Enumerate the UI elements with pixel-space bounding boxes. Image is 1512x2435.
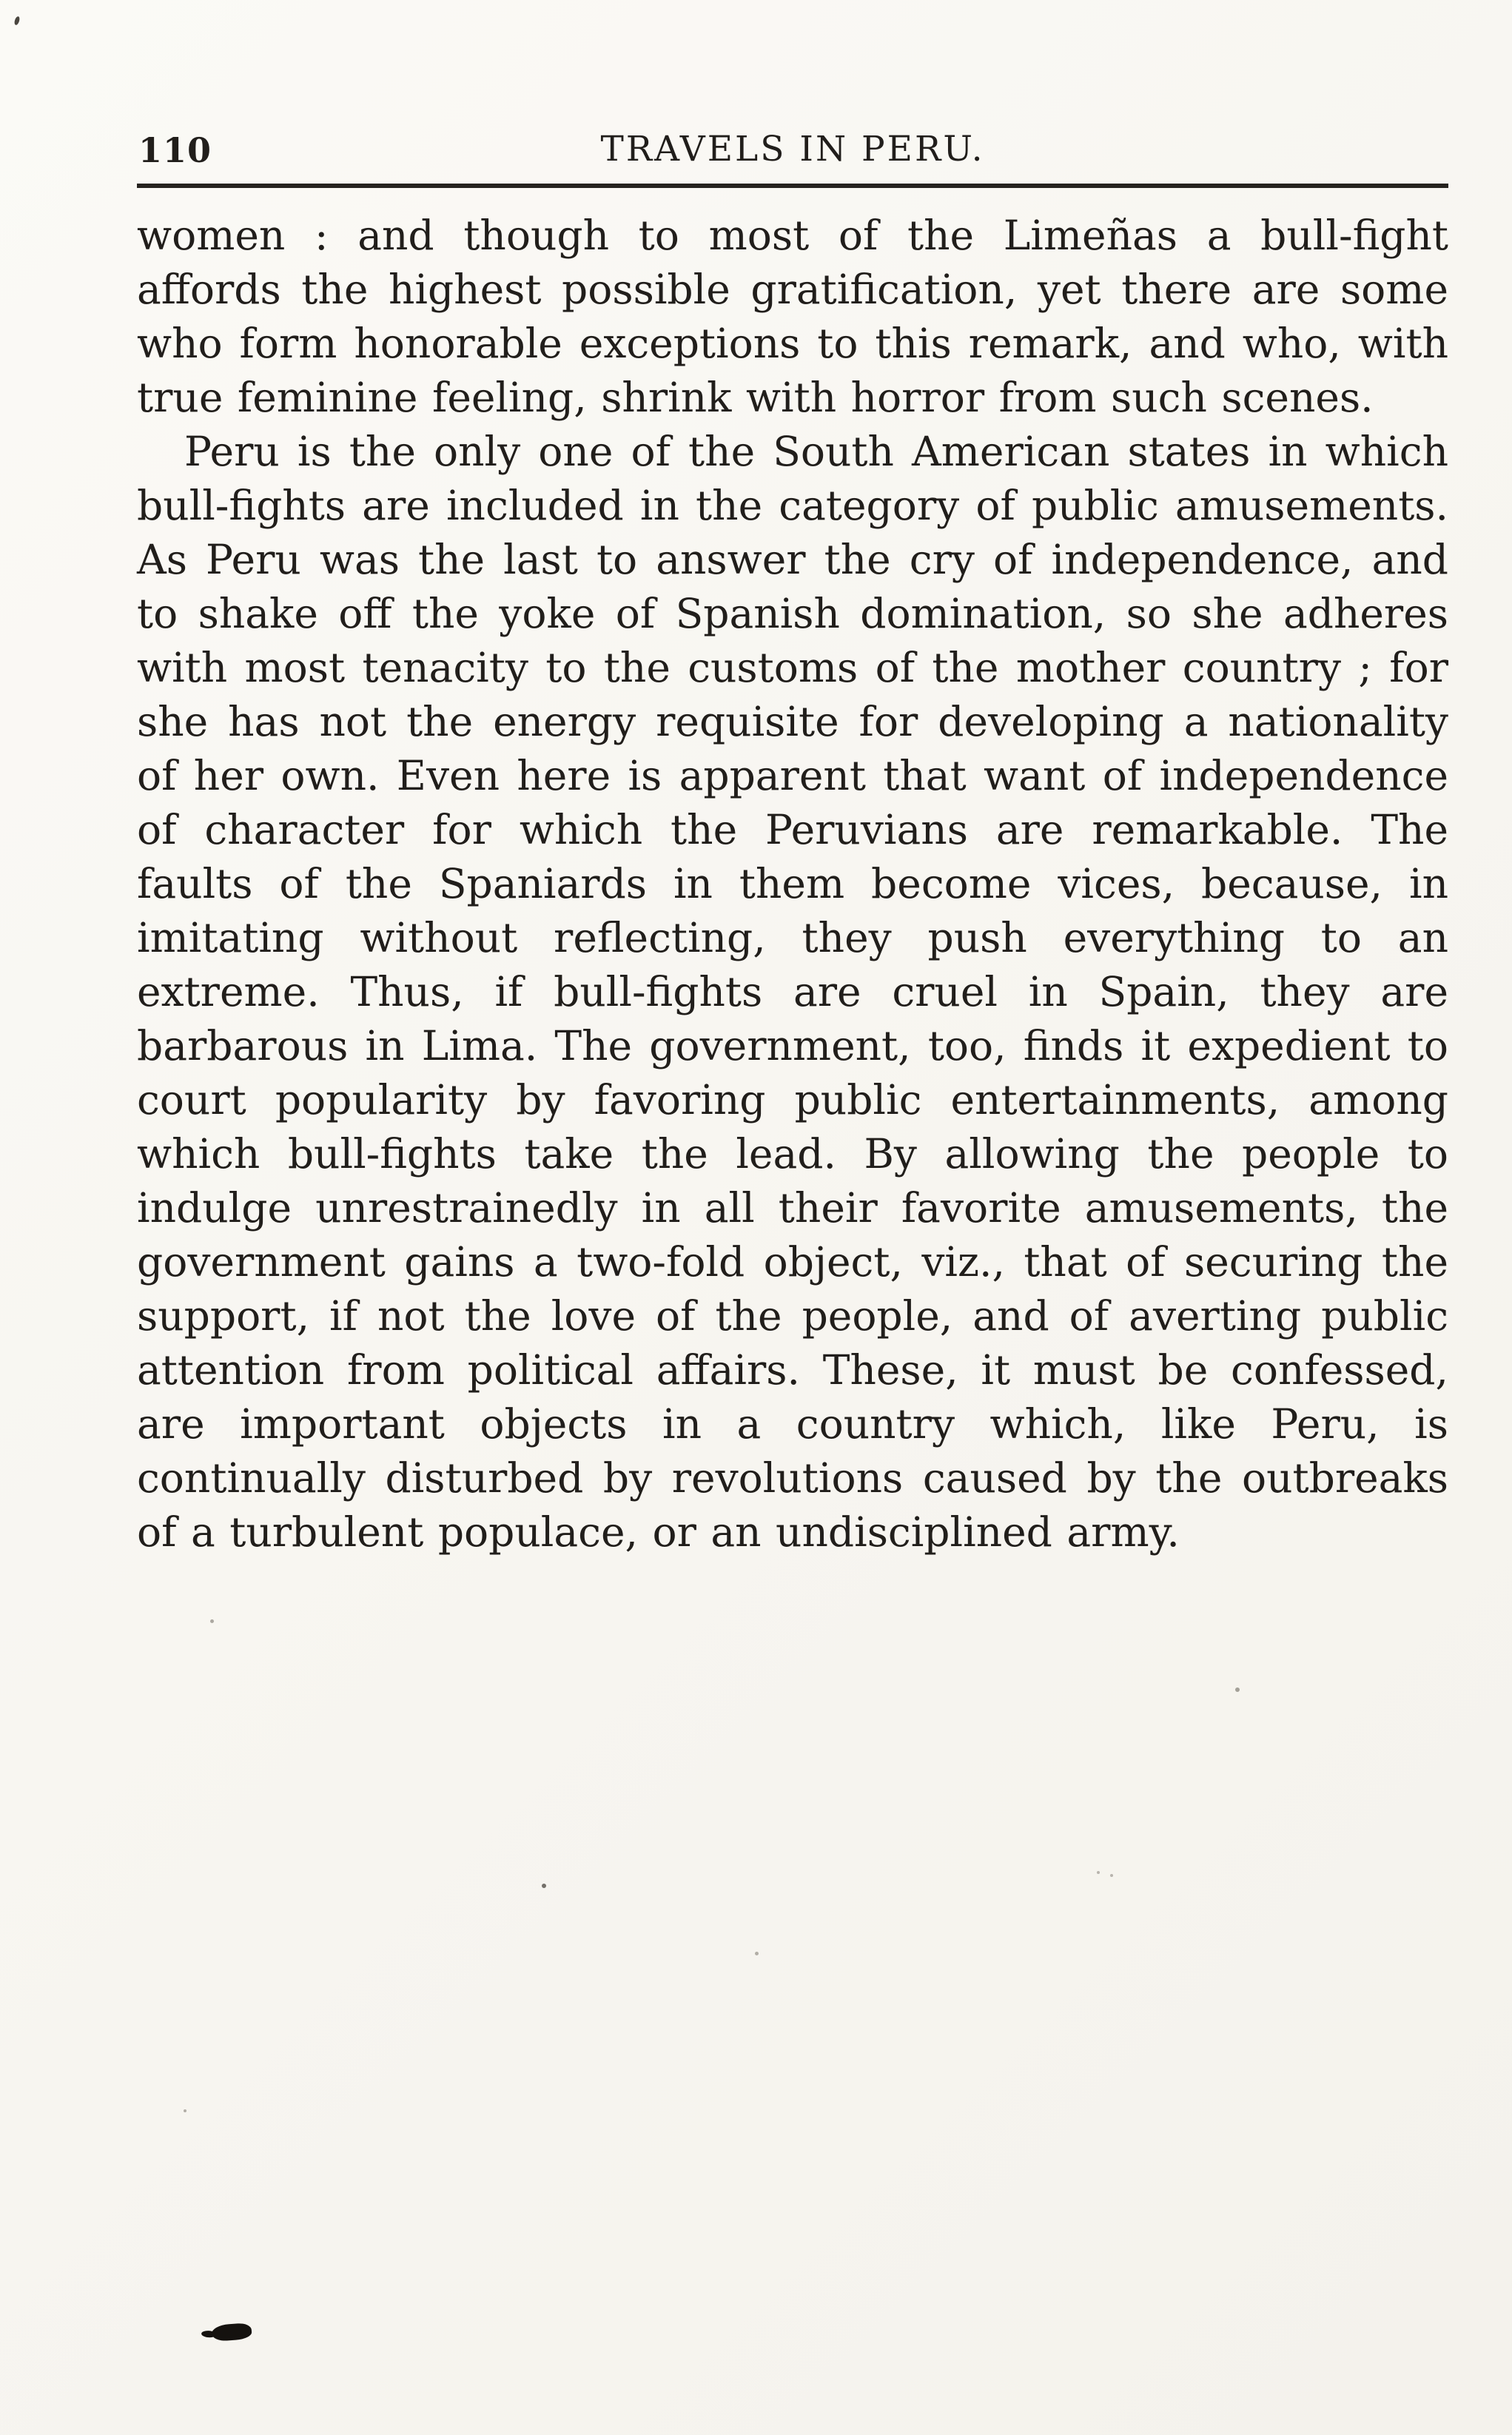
paper-speck (542, 1884, 546, 1888)
paragraph-continuation: women : and though to most of the Limeñas a bull-fight affords the highest possible gratification, yet there are some who form honorable exceptions to this remark, and who, with true feminine feeling, shrink with horror from such scenes. (137, 212, 1448, 421)
paper-speck (13, 16, 20, 25)
header-rule (137, 184, 1448, 188)
paper-speck (1097, 1871, 1100, 1874)
paper-speck (184, 2109, 187, 2112)
paper-speck (755, 1952, 759, 1955)
running-title: TRAVELS IN PERU. (600, 129, 985, 169)
paper-speck (210, 1619, 214, 1623)
text-column (137, 126, 1448, 1559)
paragraph: Peru is the only one of the South American states in which bull-fights are included in the category of public amusements. As Peru was the last to answer the cry of independence, and to shake off the yoke of Spanish domination, so she adheres with most tenacity to the customs of the mother country ; for she has not the energy requisite for developing a nationality of her own. Even here is apparent that want of independence of character for which the Peruvians are remarkable. The faults of the Spaniards in them become vices, because, in imitating without reflecting, they push everything to an extreme. Thus, if bull-fights are cruel in Spain, they are barbarous in Lima. The government, too, finds it expedient to court popularity by favoring public entertainments, among which bull-fights take the lead. By allowing the people to indulge unrestrainedly in all their favorite amusements, the government gains a two-fold object, viz., that of securing the support, if not the love of the people, and of averting public attention from political affairs. These, it must be confessed, are important objects in a country which, like Peru, is continually disturbed by revolutions caused by the outbreaks of a turbulent populace, or an undisciplined army. (137, 428, 1448, 1556)
page-header (137, 126, 1448, 179)
paper-speck (1110, 1874, 1113, 1877)
paper-speck (1235, 1687, 1240, 1692)
page-number: 110 (138, 130, 212, 170)
ink-blot-artifact (211, 2323, 252, 2342)
body-text (137, 209, 1448, 1559)
